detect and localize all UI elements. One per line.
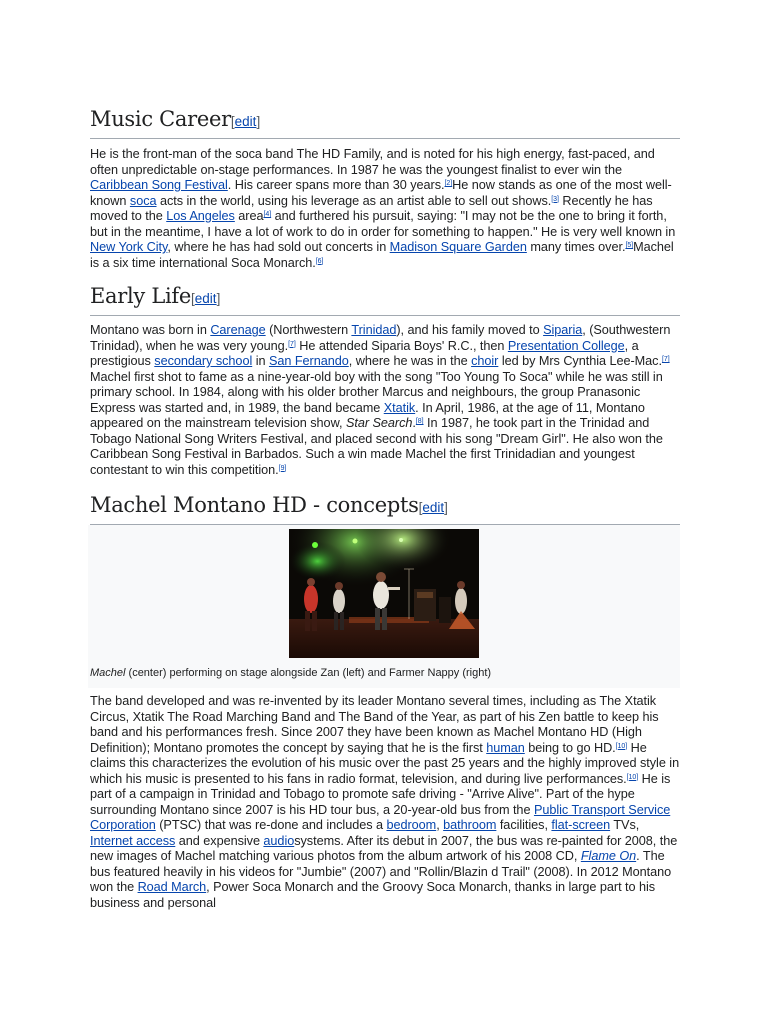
link-secondary-school[interactable]: secondary school	[154, 354, 253, 368]
reference-link[interactable]: [2]	[444, 180, 453, 187]
link-audio[interactable]: audio	[263, 833, 295, 848]
reference-link[interactable]: [3]	[551, 195, 559, 203]
link-choir[interactable]: choir	[471, 354, 499, 368]
text: (Northwestern	[265, 323, 352, 337]
text: He claims this characterizes the evolution of his music over the past 25 years and the highly improved style in which his music is presented to his fans in radio format, television, and during live performances.	[90, 740, 680, 786]
thumbnail-caption	[88, 658, 680, 680]
text: . His career spans more than 30 years.	[227, 178, 445, 192]
link-flat-screen[interactable]: flat-screen	[551, 818, 611, 832]
thumbnail	[88, 525, 680, 688]
link-human[interactable]: human	[486, 740, 525, 755]
heading-text: Early Life	[90, 284, 192, 308]
link-flame-on[interactable]: Flame On	[580, 849, 637, 863]
paragraph	[90, 694, 680, 911]
text: .	[412, 416, 416, 430]
text: Machel first shot to fame as a nine-year-old boy with the song "Too Young To Soca" while he was still in primary school. In 1984, along with his older brother Marcus and neighbours, the group Pranasonic Express was started and, in 1989, the band became	[90, 369, 663, 415]
section-music-career	[90, 104, 680, 271]
edit-link[interactable]: edit	[422, 500, 445, 515]
text: ), and his family moved to	[396, 323, 544, 337]
text: ,	[436, 818, 444, 832]
link-presentation-college[interactable]: Presentation College	[507, 338, 625, 353]
edit-link[interactable]: edit	[234, 114, 257, 129]
reference-link[interactable]: [6]	[315, 257, 324, 265]
text: and furthered his pursuit, saying: "I may not be the one to bring it forth, but in the meantime, I have a lot of work to do in order for something to happen." He is very well known in	[90, 209, 676, 239]
text: , where he has had sold out concerts in	[167, 240, 390, 254]
link-new-york-city[interactable]: New York City	[90, 240, 168, 254]
link-bedroom[interactable]: bedroom	[386, 818, 437, 832]
paragraph	[90, 147, 680, 271]
text: Recently he has moved to the	[90, 193, 653, 223]
reference-link[interactable]: [10]	[626, 773, 639, 781]
section-heading-hd-concepts	[90, 490, 680, 525]
edit-section: [edit]	[418, 500, 448, 515]
link-public-transport-service-corporation[interactable]: Public Transport Service Corporation	[90, 802, 671, 832]
reference-link[interactable]: [5]	[625, 242, 634, 249]
link-xtatik[interactable]: Xtatik	[383, 400, 416, 415]
italic-star-search: Star Search	[345, 416, 413, 430]
text: area	[234, 209, 264, 223]
text: facilities,	[496, 818, 552, 832]
heading-text: Machel Montano HD - concepts	[90, 493, 419, 517]
link-bathroom[interactable]: bathroom	[443, 818, 497, 832]
caption-name: Machel	[90, 667, 126, 679]
text: , a prestigious	[90, 338, 639, 368]
link-road-march[interactable]: Road March	[137, 880, 207, 894]
link-caribbean-song-festival[interactable]: Caribbean Song Festival	[90, 178, 228, 192]
paragraph	[90, 323, 680, 478]
text: many times over.	[526, 240, 626, 254]
link-san-fernando[interactable]: San Fernando	[268, 354, 349, 368]
link-carenage[interactable]: Carenage	[210, 323, 266, 337]
link-trinidad[interactable]: Trinidad	[351, 323, 397, 337]
text: acts in the world, using his leverage as an artist able to sell out shows.	[156, 193, 552, 208]
text: led by Mrs Cynthia Lee-Mac.	[498, 354, 662, 368]
edit-section: [edit]	[230, 114, 261, 129]
text: The band developed and was re-invented by its leader Montano several times, including as The Xtatik Circus, Xtatik The Road Marching Band and The Band of the Year, as part of his Zen battle to keep his band and his performances fresh. Since 2007 they have been known as Machel Montano HD (High Definition); Montano promotes the concept by saying that he is the first	[90, 694, 659, 755]
section-hd-concepts	[90, 490, 680, 911]
text: He attended Siparia Boys' R.C., then	[295, 338, 508, 353]
concert-photo[interactable]	[289, 529, 479, 658]
text: systems. After its debut in 2007, the bus was re-painted for 2008, the new images of Machel matching various photos from the album artwork of his 2008 CD,	[90, 833, 678, 863]
text: He is the front-man of the soca band The HD Family, and is noted for his high energy, fast-paced, and often unpredictable on-stage performances. In 1987 he was the youngest finalist to ever win the	[90, 147, 655, 177]
edit-link[interactable]: edit	[194, 291, 217, 306]
section-heading-music-career	[90, 104, 680, 139]
text: , (Southwestern Trinidad), when he was very young.	[90, 323, 671, 353]
article-content	[90, 104, 680, 911]
text: , Power Soca Monarch and the Groovy Soca Monarch, thanks in large part to his business and personal	[90, 880, 656, 910]
text: . In April, 1986, at the age of 11, Montano appeared on the mainstream television show,	[90, 400, 645, 430]
text: being to go HD.	[524, 740, 616, 755]
reference-link[interactable]: [10]	[615, 742, 628, 750]
text: Montano was born in	[90, 323, 211, 337]
text: (PTSC) that was re-done and includes a	[155, 818, 387, 832]
caption-text: (center) performing on stage alongside Zan (left) and Farmer Nappy (right)	[125, 667, 492, 679]
reference-link[interactable]: [8]	[415, 418, 424, 425]
heading-text: Music Career	[90, 107, 231, 131]
section-heading-early-life	[90, 281, 680, 316]
text: , where he was in the	[348, 354, 472, 368]
section-early-life	[90, 281, 680, 478]
link-internet-access[interactable]: Internet access	[90, 833, 176, 848]
link-madison-square-garden[interactable]: Madison Square Garden	[389, 240, 527, 254]
text: In 1987, he took part in the Trinidad and Tobago National Song Writers Festival, and placed second with his song "Dream Girl". He also won the Caribbean Song Festival in Barbados. Such a win made Machel the first Trinidadian and youngest contestant to win this competition.	[90, 416, 663, 477]
text: TVs,	[610, 818, 640, 832]
edit-section: [edit]	[191, 291, 221, 306]
reference-link[interactable]: [7]	[661, 356, 670, 363]
reference-link[interactable]: [9]	[278, 464, 287, 472]
reference-link[interactable]: [7]	[288, 340, 296, 348]
link-los-angeles[interactable]: Los Angeles	[166, 209, 235, 223]
reference-link[interactable]: [4]	[263, 211, 272, 218]
text: . The bus featured heavily in his videos for "Jumbie" (2007) and "Rollin/Blazin d Trail" (2008). In 2012 Montano won the	[90, 849, 672, 894]
text: and expensive	[175, 833, 264, 848]
text: He now stands as one of the most well-known	[90, 178, 672, 208]
text: Machel is a six time international Soca Monarch.	[90, 240, 674, 270]
text: in	[252, 354, 269, 368]
text: He is part of a campaign in Trinidad and Tobago to promote safe driving - "Arrive Alive". Part of the hype surrounding Montano since 2007 is his HD tour bus, a 20-year-old bus from the	[90, 771, 671, 817]
link-soca[interactable]: soca	[129, 193, 157, 208]
link-siparia[interactable]: Siparia	[543, 323, 583, 337]
